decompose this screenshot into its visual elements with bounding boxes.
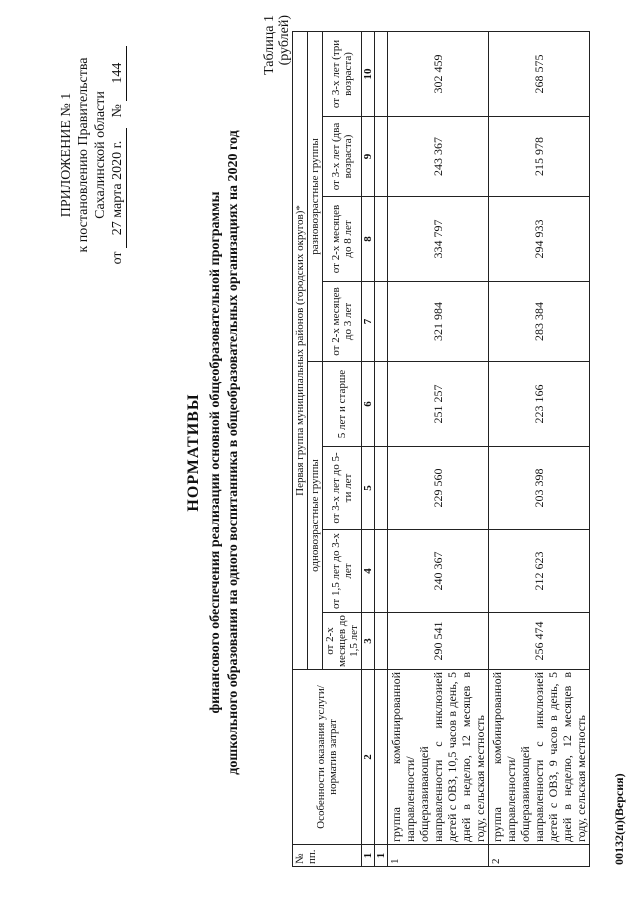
value-cell: 334 797 <box>388 197 489 282</box>
value-cell: 243 367 <box>388 117 489 197</box>
col-index: 1 <box>362 845 375 867</box>
table-caption <box>262 15 292 205</box>
appendix-line-2: Сахалинской области <box>93 91 108 219</box>
document-title: НОРМАТИВЫ <box>185 393 202 512</box>
value-cell: 223 166 <box>489 362 590 447</box>
decree-date: 27 марта 2020 г. <box>109 128 127 248</box>
table-caption-title: Таблица 1 <box>262 15 277 75</box>
header-same-age: одновозрастные группы <box>308 362 323 670</box>
header-group: Первая группа муниципальных районов (городских округов)* <box>293 31 308 669</box>
appendix-block <box>58 5 127 305</box>
number-label: № <box>110 104 125 118</box>
appendix-title: ПРИЛОЖЕНИЕ № 1 <box>59 92 74 218</box>
norms-table <box>292 31 590 867</box>
header-features: Особенности оказания услуги/норматив затрат <box>293 670 362 845</box>
document-subtitle-2: дошкольного образования на одного воспитанника в общеобразовательных организациях на 2020 год <box>226 130 241 775</box>
section-row <box>375 31 388 866</box>
header-col-8: от 2-х месяцев до 8 лет <box>323 197 362 282</box>
header-col-3: от 2-х месяцев до 1,5 лет <box>323 613 362 670</box>
col-index: 5 <box>362 447 375 530</box>
value-cell: 268 575 <box>489 31 590 116</box>
value-cell: 229 560 <box>388 447 489 530</box>
row-number: 2 <box>489 845 590 867</box>
header-col-10: от 3-х лет (три возраста) <box>323 31 362 116</box>
header-col-4: от 1,5 лет до 3-х лет <box>323 530 362 613</box>
value-cell: 212 623 <box>489 530 590 613</box>
value-cell: 215 978 <box>489 117 590 197</box>
row-number: 1 <box>388 845 489 867</box>
value-cell: 251 257 <box>388 362 489 447</box>
decree-number: 144 <box>109 46 127 101</box>
col-index: 8 <box>362 197 375 282</box>
header-col-7: от 2-х месяцев до 3 лет <box>323 282 362 362</box>
table-row <box>489 31 590 866</box>
column-index-row <box>362 31 375 866</box>
header-mixed-age: разновозрастные группы <box>308 31 323 361</box>
value-cell: 294 933 <box>489 197 590 282</box>
header-num: № пп. <box>293 845 362 867</box>
header-col-9: от 3-х лет (два возраста) <box>323 117 362 197</box>
col-index: 7 <box>362 282 375 362</box>
document-subtitle-1: финансового обеспечения реализации основной общеобразовательной программы <box>208 191 223 714</box>
col-index: 6 <box>362 362 375 447</box>
footer-code: 00132(п)(Версия) <box>612 773 626 865</box>
appendix-date-line <box>109 5 127 305</box>
header-row-1 <box>293 31 308 866</box>
row-description: группа комбинированной направленности/ общеразвивающей направленности с инклюзией детей с ОВЗ, 9 часов в день, 5 дней в неделю, 12 месяцев в году, сельская местность <box>489 670 590 845</box>
value-cell: 256 474 <box>489 613 590 670</box>
value-cell: 290 541 <box>388 613 489 670</box>
col-index: 2 <box>362 670 375 845</box>
header-col-6: 5 лет и старше <box>323 362 362 447</box>
table-caption-unit: (рублей) <box>277 15 292 66</box>
row-description: группа комбинированной направленности/ общеразвивающей направленности с инклюзией детей с ОВЗ, 10,5 часов в день, 5 дней в неделю, 12 месяцев в году, сельская местность <box>388 670 489 845</box>
appendix-line-1: к постановлению Правительства <box>76 57 91 253</box>
col-index: 4 <box>362 530 375 613</box>
value-cell: 302 459 <box>388 31 489 116</box>
from-label: от <box>110 251 125 265</box>
value-cell: 240 367 <box>388 530 489 613</box>
value-cell: 283 384 <box>489 282 590 362</box>
header-col-5: от 3-х лет до 5-ти лет <box>323 447 362 530</box>
col-index: 9 <box>362 117 375 197</box>
col-index: 10 <box>362 31 375 116</box>
section-number: 1 <box>375 845 388 867</box>
col-index: 3 <box>362 613 375 670</box>
value-cell: 203 398 <box>489 447 590 530</box>
table-row <box>388 31 489 866</box>
value-cell: 321 984 <box>388 282 489 362</box>
